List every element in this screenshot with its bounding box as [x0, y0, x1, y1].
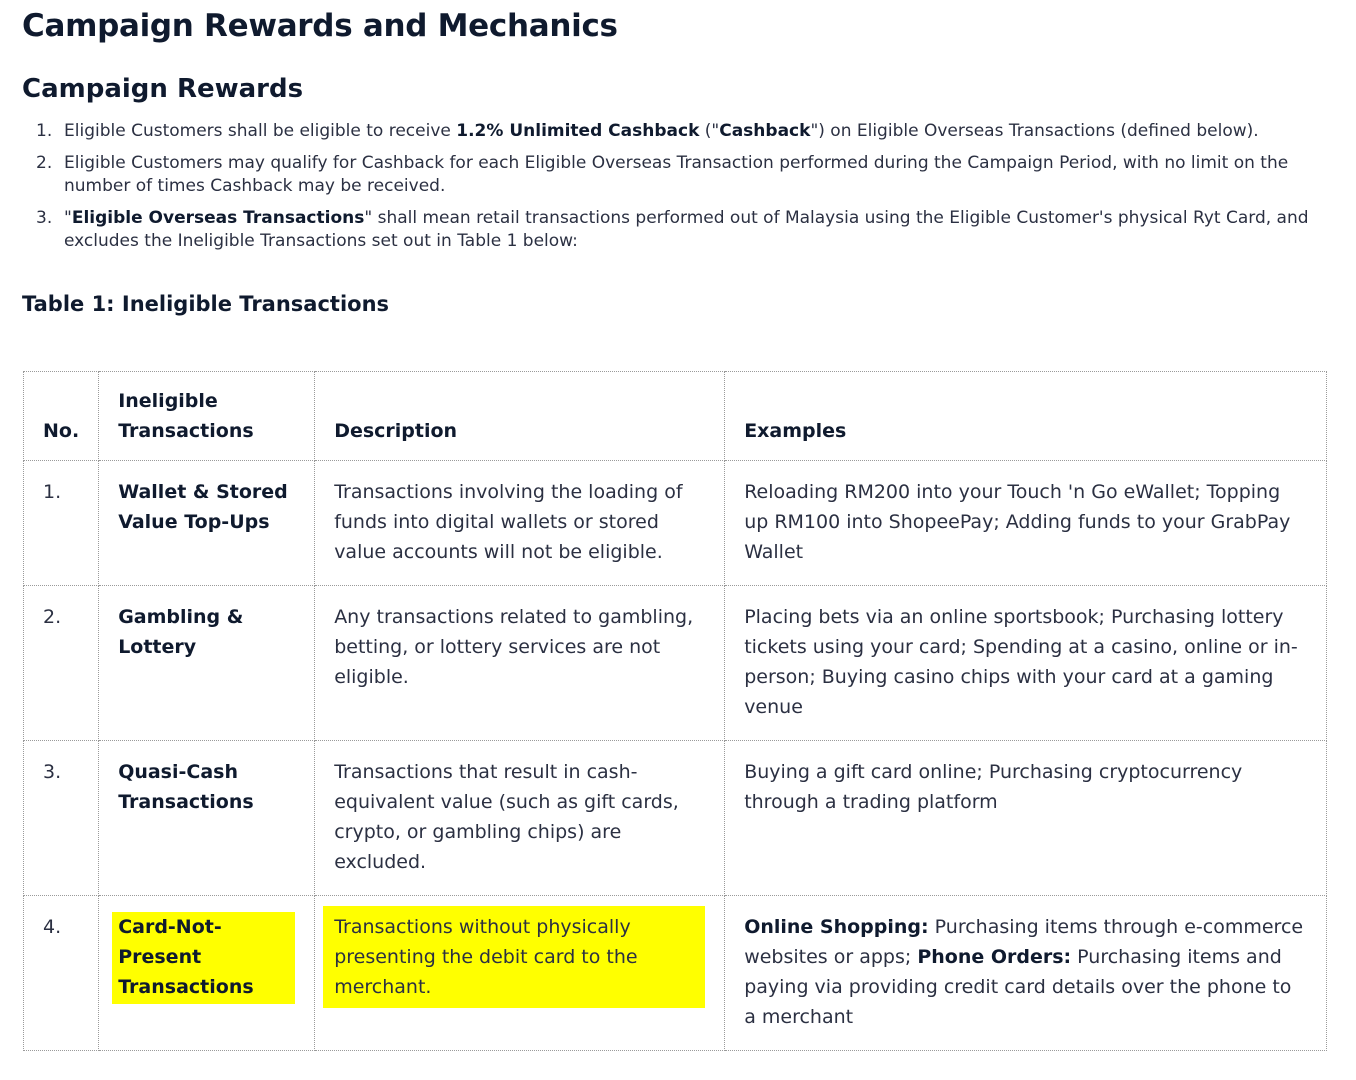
row-description: Any transactions related to gambling, betting, or lottery services are not eligible. — [315, 586, 725, 741]
row-type-cell — [99, 896, 315, 1051]
row-type: Quasi-Cash Transactions — [99, 741, 315, 896]
table-header-row — [24, 372, 1327, 461]
row-no: 4. — [24, 896, 99, 1051]
row-description-cell — [315, 896, 725, 1051]
online-shopping-label: Online Shopping: — [744, 916, 929, 938]
list-number: 1. — [36, 121, 53, 141]
list-text: " — [64, 208, 72, 228]
rewards-list — [22, 120, 1322, 262]
header-type: Ineligible Transactions — [99, 372, 315, 461]
table-row — [24, 896, 1327, 1051]
list-item — [22, 120, 1322, 143]
row-examples: Reloading RM200 into your Touch 'n Go eWallet; Topping up RM100 into ShopeePay; Adding funds to your GrabPay Wallet — [725, 461, 1327, 586]
list-number: 2. — [36, 153, 53, 173]
cashback-rate-text: 1.2% Unlimited Cashback — [456, 121, 700, 141]
phone-orders-label: Phone Orders: — [917, 946, 1072, 968]
defined-term-text: Eligible Overseas Transactions — [71, 208, 365, 228]
row-examples — [725, 896, 1327, 1051]
examples-text: Purchasing items through e-commerce websites or apps; — [744, 916, 1304, 968]
cashback-term-text: Cashback — [719, 121, 811, 141]
list-text: Eligible Customers may qualify for Cashback for each Eligible Overseas Transaction performed during the Campaign Period, with no limit on the number of times Cashback may be received. — [64, 153, 1289, 196]
row-description: Transactions that result in cash-equivalent value (such as gift cards, crypto, or gambling chips) are excluded. — [315, 741, 725, 896]
header-description: Description — [315, 372, 725, 461]
list-text: " shall mean retail transactions performed out of Malaysia using the Eligible Customer's physical Ryt Card, and excludes the Ineligible Transactions set out in Table 1 below: — [64, 208, 1309, 251]
list-number: 3. — [36, 208, 53, 228]
list-text: (" — [699, 121, 720, 141]
list-item — [22, 207, 1322, 253]
highlighted-description: Transactions without physically presenting the debit card to the merchant. — [323, 906, 705, 1008]
table-row — [24, 586, 1327, 741]
row-type: Wallet & Stored Value Top-Ups — [99, 461, 315, 586]
ineligible-transactions-table — [23, 371, 1327, 1051]
list-item — [22, 152, 1322, 198]
table-title: Table 1: Ineligible Transactions — [22, 292, 390, 316]
table-row — [24, 461, 1327, 586]
row-type: Gambling & Lottery — [99, 586, 315, 741]
row-examples: Placing bets via an online sportsbook; Purchasing lottery tickets using your card; Spending at a casino, online or in-person; Buying casino chips with your card at a gaming venue — [725, 586, 1327, 741]
list-text: Eligible Customers shall be eligible to receive — [64, 121, 457, 141]
table-row — [24, 741, 1327, 896]
row-examples: Buying a gift card online; Purchasing cryptocurrency through a trading platform — [725, 741, 1327, 896]
examples-text: Purchasing items and paying via providing credit card details over the phone to a merchant — [744, 946, 1292, 1028]
page-title: Campaign Rewards and Mechanics — [22, 8, 618, 44]
header-no: No. — [24, 372, 99, 461]
row-no: 3. — [24, 741, 99, 896]
row-no: 2. — [24, 586, 99, 741]
row-description: Transactions involving the loading of funds into digital wallets or stored value accounts will not be eligible. — [315, 461, 725, 586]
highlighted-type: Card-Not-Present Transactions — [112, 912, 295, 1004]
header-examples: Examples — [725, 372, 1327, 461]
list-text: ") on Eligible Overseas Transactions (defined below). — [810, 121, 1259, 141]
row-no: 1. — [24, 461, 99, 586]
section-title: Campaign Rewards — [22, 74, 304, 104]
